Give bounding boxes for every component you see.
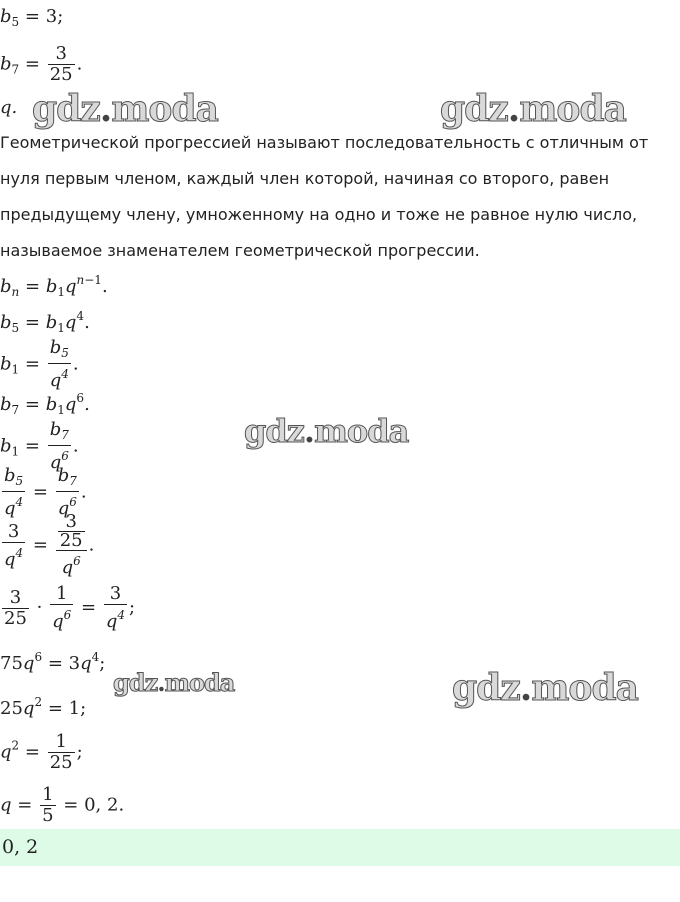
formula-b1-from-b7: $b_1$ = $\frac{b_7}{q^6}$ . bbox=[0, 419, 79, 473]
answer-box bbox=[0, 829, 680, 866]
definition-line-4: называемое знаменателем геометрической прогрессии. bbox=[0, 241, 480, 260]
formula-q: q = $\frac{1}{5}$ = 0, 2. bbox=[0, 784, 125, 826]
watermark-logo: gdz.moda bbox=[440, 88, 626, 130]
formula-75q6: $75q^6 = 3q^4$; bbox=[0, 650, 106, 674]
definition-line-3: предыдущему члену, умноженному на одно и тоже не равное нулю число, bbox=[0, 205, 638, 224]
definition-line-1: Геометрической прогрессией называют последовательность с отличным от bbox=[0, 133, 649, 152]
given-b7: $b_7$ = $\frac{3}{25}$ . bbox=[0, 43, 83, 85]
formula-equate: $\frac{b_5}{q^4}$ = $\frac{b_7}{q^6}$ . bbox=[4, 465, 87, 519]
answer-value: 0, 2 bbox=[2, 836, 39, 858]
formula-substitute: $\frac{3}{q^4}$ = $\frac{\frac{3}{25}}{q^6}$ . bbox=[4, 511, 95, 578]
given-b5: $b_5 = 3$; bbox=[0, 6, 64, 29]
given-find: q. bbox=[0, 97, 18, 118]
formula-general: $b_n = b_1q^{n-1}$. bbox=[0, 273, 108, 299]
watermark-logo: gdz.moda bbox=[113, 668, 235, 697]
formula-b7: $b_7 = b_1q^6$. bbox=[0, 391, 90, 417]
formula-cross: $\frac{3}{25}$ · $\frac{1}{q^6}$ = $\frac{3}{q^4}$ ; bbox=[4, 583, 136, 632]
definition-line-2: нуля первым членом, каждый член которой, начиная со второго, равен bbox=[0, 169, 610, 188]
b5-value: 3 bbox=[45, 6, 58, 27]
watermark-logo: gdz.moda bbox=[452, 667, 638, 709]
watermark-logo: gdz.moda bbox=[32, 88, 218, 130]
formula-q2: $q^2$ = $\frac{1}{25}$ ; bbox=[0, 731, 83, 773]
b7-fraction: $\frac{3}{25}$ bbox=[49, 43, 73, 85]
formula-25q2: $25q^2 = 1$; bbox=[0, 695, 87, 719]
formula-b5: $b_5 = b_1q^4$. bbox=[0, 309, 90, 335]
formula-b1-from-b5: $b_1$ = $\frac{b_5}{q^4}$ . bbox=[0, 337, 79, 391]
watermark-logo: gdz.moda bbox=[244, 412, 409, 450]
